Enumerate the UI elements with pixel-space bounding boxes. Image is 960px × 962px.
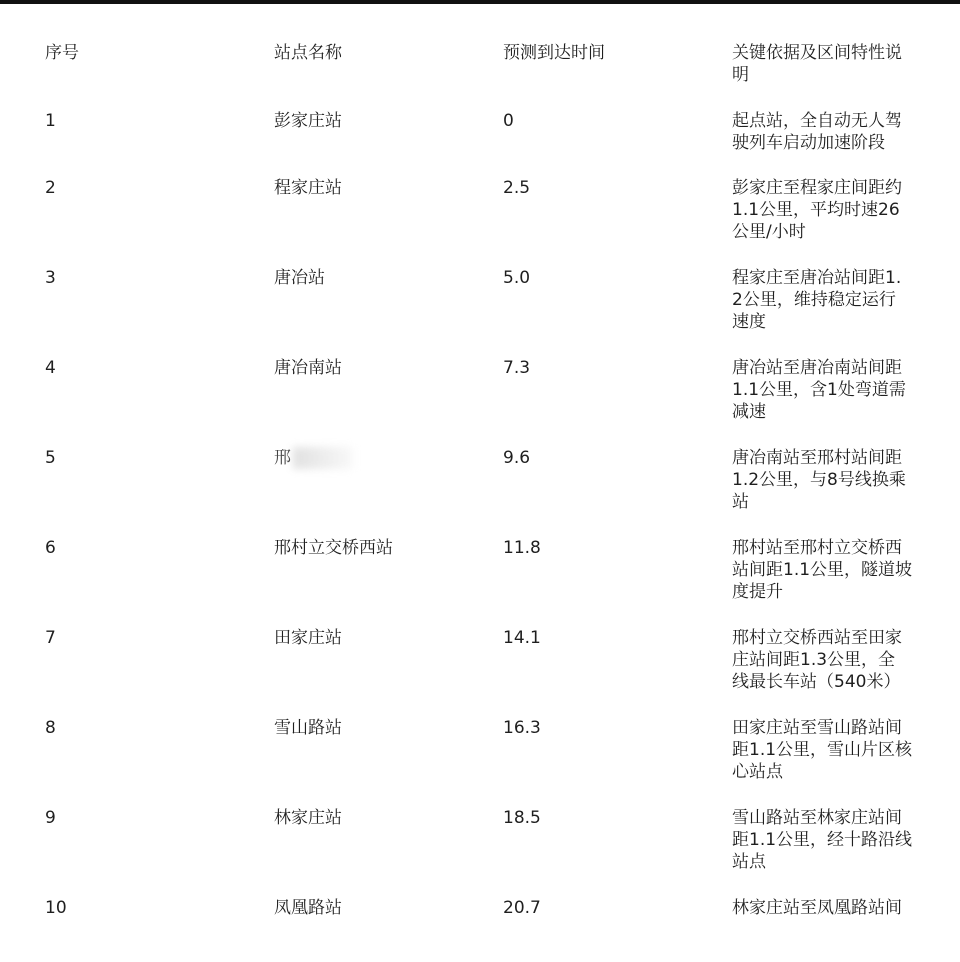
row-note-line: 站点 (732, 852, 766, 872)
header-note-line: 关键依据及区间特性说 (732, 43, 902, 63)
row-index: 5 (45, 448, 56, 468)
row-note-line: 站 (732, 492, 749, 512)
row-station-name: 邢村立交桥西站 (274, 538, 393, 558)
row-note-line: 2公里，维持稳定运行 (732, 290, 896, 310)
row-note-line: 距1.1公里，经十路沿线 (732, 830, 913, 850)
row-note-line: 公里/小时 (732, 222, 806, 242)
row-arrival-time: 16.3 (503, 718, 541, 738)
row-station-name: 林家庄站 (274, 808, 342, 828)
header-station-name: 站点名称 (274, 43, 342, 63)
row-note-line: 1.1公里，平均时速26 (732, 200, 900, 220)
row-note-line: 减速 (732, 402, 766, 422)
row-note-line: 线最长车站（540米） (732, 672, 901, 692)
row-note (732, 267, 942, 333)
row-index: 9 (45, 808, 56, 828)
row-note (732, 177, 942, 243)
row-note-line: 林家庄站至凤凰路站间 (732, 898, 902, 918)
row-note (732, 717, 942, 783)
row-note-line: 速度 (732, 312, 766, 332)
row-index: 7 (45, 628, 56, 648)
row-note-line: 唐冶站至唐冶南站间距 (732, 358, 902, 378)
row-index: 2 (45, 178, 56, 198)
row-station-name: 唐冶站 (274, 268, 325, 288)
row-note-line: 田家庄站至雪山路站间 (732, 718, 902, 738)
row-note (732, 537, 942, 603)
row-note-line: 心站点 (732, 762, 783, 782)
row-note-line: 驶列车启动加速阶段 (732, 133, 885, 153)
row-note (732, 897, 942, 919)
row-note (732, 110, 942, 154)
row-arrival-time: 20.7 (503, 898, 541, 918)
row-index: 3 (45, 268, 56, 288)
row-station-name-blurred (274, 447, 353, 469)
row-arrival-time: 11.8 (503, 538, 541, 558)
row-note-line: 雪山路站至林家庄站间 (732, 808, 902, 828)
row-station-name: 邢 (274, 448, 291, 468)
row-index: 4 (45, 358, 56, 378)
row-note (732, 447, 942, 513)
row-note-line: 起点站，全自动无人驾 (732, 111, 902, 131)
row-note-line: 站间距1.1公里，隧道坡 (732, 560, 913, 580)
row-note-line: 距1.1公里，雪山片区核 (732, 740, 913, 760)
row-station-name: 程家庄站 (274, 178, 342, 198)
top-edge-bar (0, 0, 960, 4)
row-arrival-time: 14.1 (503, 628, 541, 648)
row-station-name: 凤凰路站 (274, 898, 342, 918)
row-station-name: 雪山路站 (274, 718, 342, 738)
header-arrival-time: 预测到达时间 (503, 43, 605, 63)
row-arrival-time: 7.3 (503, 358, 531, 378)
row-station-name: 田家庄站 (274, 628, 342, 648)
row-arrival-time: 18.5 (503, 808, 541, 828)
row-note-line: 彭家庄至程家庄间距约 (732, 178, 902, 198)
row-index: 1 (45, 111, 56, 131)
row-arrival-time: 5.0 (503, 268, 531, 288)
header-note (732, 42, 942, 86)
row-note-line: 程家庄至唐冶站间距1. (732, 268, 902, 288)
row-arrival-time: 9.6 (503, 448, 531, 468)
row-note-line: 庄站间距1.3公里，全 (732, 650, 896, 670)
row-note-line: 唐冶南站至邢村站间距 (732, 448, 902, 468)
row-note-line: 1.2公里，与8号线换乘 (732, 470, 906, 490)
row-note-line: 1.1公里，含1处弯道需 (732, 380, 906, 400)
row-note-line: 度提升 (732, 582, 783, 602)
row-index: 6 (45, 538, 56, 558)
blur-overlay (293, 447, 353, 469)
row-note (732, 357, 942, 423)
row-station-name: 唐冶南站 (274, 358, 342, 378)
row-index: 8 (45, 718, 56, 738)
row-note (732, 627, 942, 693)
header-index: 序号 (45, 43, 79, 63)
row-note (732, 807, 942, 873)
row-note-line: 邢村立交桥西站至田家 (732, 628, 902, 648)
row-arrival-time: 0 (503, 111, 514, 131)
row-note-line: 邢村站至邢村立交桥西 (732, 538, 902, 558)
row-station-name: 彭家庄站 (274, 111, 342, 131)
header-note-line: 明 (732, 65, 749, 85)
row-arrival-time: 2.5 (503, 178, 531, 198)
row-index: 10 (45, 898, 67, 918)
